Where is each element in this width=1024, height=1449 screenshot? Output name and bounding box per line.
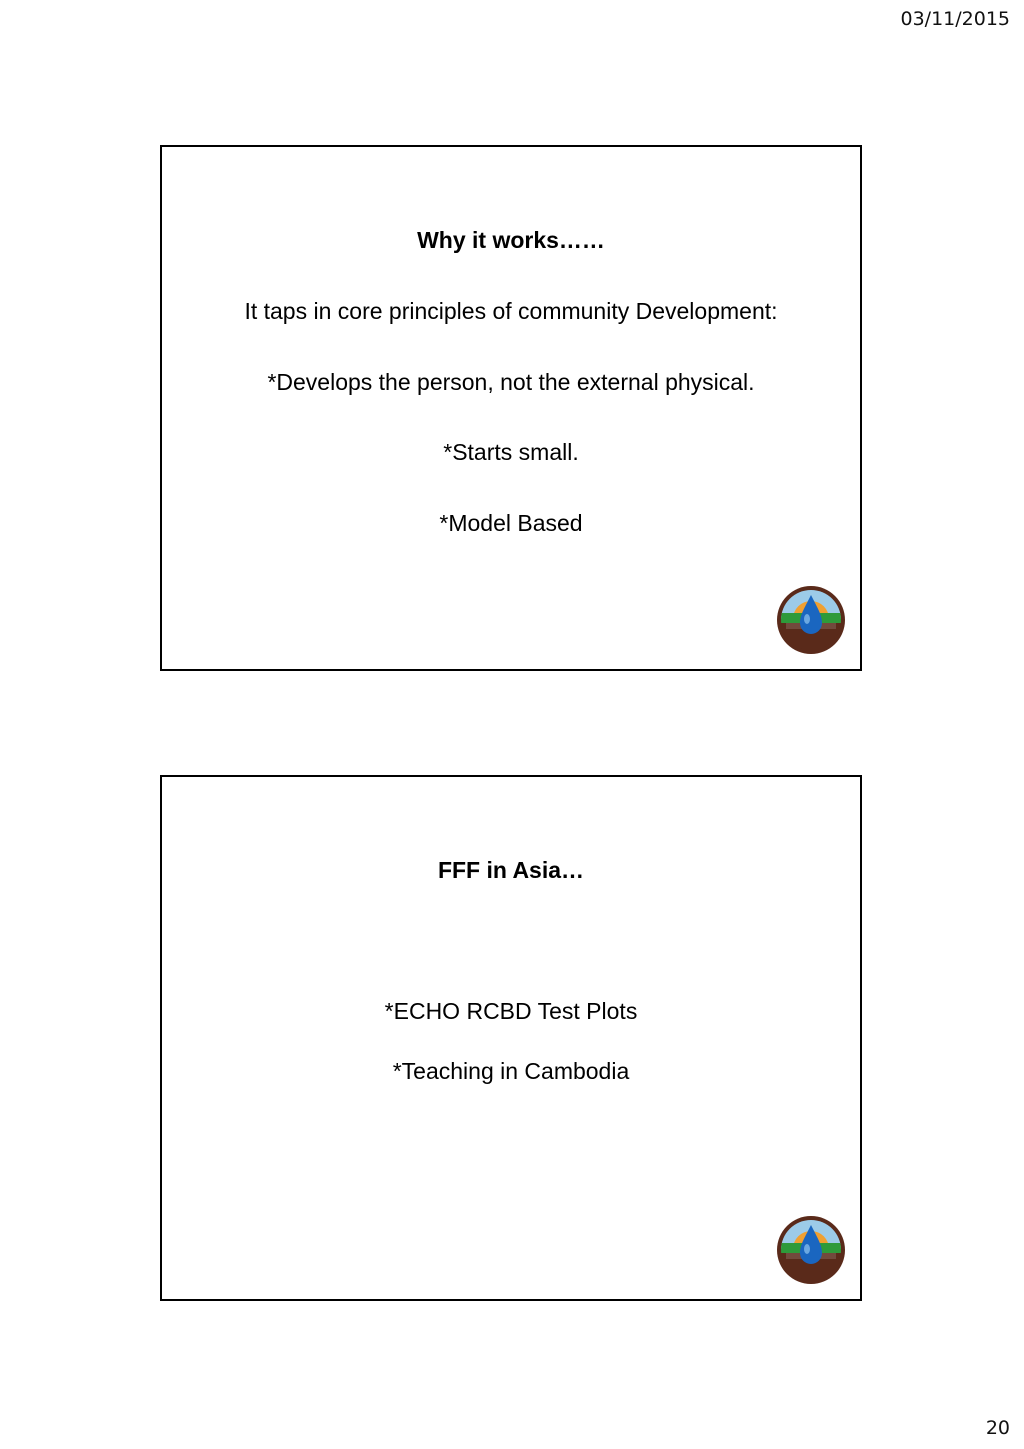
slide-text-line: *Model Based (439, 510, 583, 536)
slide-text-line: It taps in core principles of community Development: (244, 298, 778, 324)
slide-text-line: *ECHO RCBD Test Plots (384, 998, 638, 1024)
slide-text-line: *Develops the person, not the external physical. (267, 369, 755, 395)
page-number: 20 (985, 1417, 1010, 1439)
slide-title: Why it works…… (417, 227, 605, 253)
foundations-for-farming-logo-icon (776, 1215, 846, 1285)
document-date: 03/11/2015 (900, 8, 1010, 30)
slide-text-line: *Teaching in Cambodia (392, 1058, 630, 1084)
slide-title: FFF in Asia… (437, 857, 585, 883)
slide-fff-in-asia (160, 775, 862, 1301)
slide-text-line: *Starts small. (443, 439, 579, 465)
slide-why-it-works (160, 145, 862, 671)
foundations-for-farming-logo-icon (776, 585, 846, 655)
